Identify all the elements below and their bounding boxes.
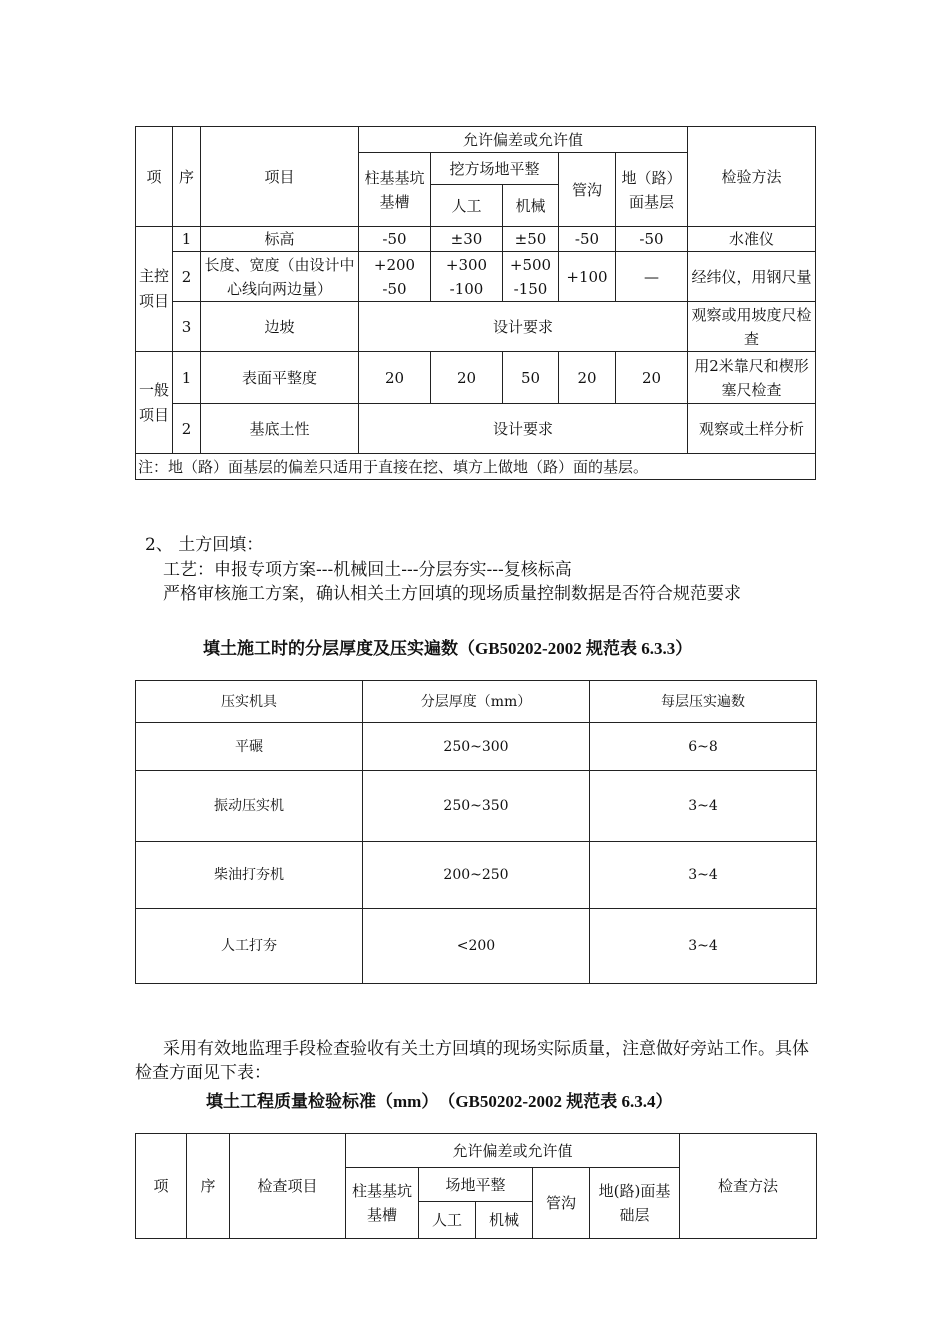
header-machine: 机械 <box>503 185 559 227</box>
group-general: 一般项目 <box>136 352 173 454</box>
row-pile: 20 <box>359 352 431 404</box>
header-project: 项目 <box>201 127 359 227</box>
header-machine: 机械 <box>476 1202 533 1239</box>
inspection-paragraph: 采用有效地监理手段检查验收有关土方回填的现场实际质量，注意做好旁站工作。具体检查方面见下表： <box>135 1039 809 1083</box>
header-dig: 挖方场地平整 <box>431 153 559 185</box>
table-note: 注：地（路）面基层的偏差只适用于直接在挖、填方上做地（路）面的基层。 <box>136 454 816 480</box>
header-project: 检查项目 <box>230 1134 346 1239</box>
row-road: 20 <box>616 352 688 404</box>
table3-title: 填土工程质量检验标准（mm） （GB50202-2002 规范表 6.3.4） <box>206 1092 673 1111</box>
header-allowance: 允许偏差或允许值 <box>346 1134 680 1168</box>
header-seq: 序 <box>187 1134 230 1239</box>
header-item: 项 <box>136 127 173 227</box>
row-method: 观察或用坡度尺检查 <box>688 302 816 352</box>
table-cell: 人工打夯 <box>136 909 363 984</box>
row-merged: 设计要求 <box>359 404 688 454</box>
row-method: 用2米靠尺和楔形塞尺检查 <box>688 352 816 404</box>
header-cell: 每层压实遍数 <box>590 681 817 723</box>
header-method: 检验方法 <box>688 127 816 227</box>
table-cell: 3~4 <box>590 842 817 909</box>
table-cell: 3~4 <box>590 909 817 984</box>
row-road: -50 <box>616 227 688 252</box>
header-site: 场地平整 <box>419 1168 533 1202</box>
row-ditch: 20 <box>559 352 616 404</box>
row-seq: 3 <box>173 302 201 352</box>
table-cell: 振动压实机 <box>136 771 363 842</box>
row-machine: ±50 <box>503 227 559 252</box>
row-merged: 设计要求 <box>359 302 688 352</box>
tolerance-table-1 <box>135 126 816 480</box>
header-allowance: 允许偏差或允许值 <box>359 127 688 153</box>
row-machine: +500 -150 <box>503 252 559 302</box>
header-manual: 人工 <box>431 185 503 227</box>
table-cell: 250~350 <box>363 771 590 842</box>
header-seq: 序 <box>173 127 201 227</box>
group-main: 主控项目 <box>136 227 173 352</box>
header-cell: 分层厚度（mm） <box>363 681 590 723</box>
header-road: 地（路）面基层 <box>616 153 688 227</box>
header-item: 项 <box>136 1134 187 1239</box>
table-cell: 250~300 <box>363 723 590 771</box>
row-name: 长度、宽度（由设计中心线向两边量） <box>201 252 359 302</box>
compaction-table <box>135 680 817 984</box>
row-manual: 20 <box>431 352 503 404</box>
process-line: 工艺：申报专项方案---机械回土---分层夯实---复核标高 <box>163 560 572 580</box>
row-seq: 2 <box>173 252 201 302</box>
row-name: 基底土性 <box>201 404 359 454</box>
table-cell: 柴油打夯机 <box>136 842 363 909</box>
row-road: — <box>616 252 688 302</box>
table-cell: 200~250 <box>363 842 590 909</box>
table-cell: <200 <box>363 909 590 984</box>
row-name: 边坡 <box>201 302 359 352</box>
header-manual: 人工 <box>419 1202 476 1239</box>
row-method: 观察或土样分析 <box>688 404 816 454</box>
row-seq: 1 <box>173 352 201 404</box>
row-method: 经纬仪，用钢尺量 <box>688 252 816 302</box>
table2-title: 填土施工时的分层厚度及压实遍数（GB50202-2002 规范表 6.3.3） <box>203 639 693 658</box>
row-ditch: -50 <box>559 227 616 252</box>
table-cell: 平碾 <box>136 723 363 771</box>
table-cell: 6~8 <box>590 723 817 771</box>
row-ditch: +100 <box>559 252 616 302</box>
header-cell: 压实机具 <box>136 681 363 723</box>
section-heading: 2、 土方回填： <box>145 535 264 555</box>
row-pile: -50 <box>359 227 431 252</box>
row-name: 标高 <box>201 227 359 252</box>
row-seq: 2 <box>173 404 201 454</box>
header-ditch: 管沟 <box>559 153 616 227</box>
row-manual: ±30 <box>431 227 503 252</box>
header-ditch: 管沟 <box>533 1168 590 1239</box>
header-pile: 柱基基坑基槽 <box>359 153 431 227</box>
header-road: 地(路)面基础层 <box>590 1168 680 1239</box>
header-method: 检查方法 <box>680 1134 817 1239</box>
quality-standard-table <box>135 1133 817 1239</box>
row-machine: 50 <box>503 352 559 404</box>
row-method: 水准仪 <box>688 227 816 252</box>
row-seq: 1 <box>173 227 201 252</box>
row-manual: +300 -100 <box>431 252 503 302</box>
row-pile: +200 -50 <box>359 252 431 302</box>
row-name: 表面平整度 <box>201 352 359 404</box>
review-line: 严格审核施工方案，确认相关土方回填的现场质量控制数据是否符合规范要求 <box>163 584 741 604</box>
table-cell: 3~4 <box>590 771 817 842</box>
header-pile: 柱基基坑基槽 <box>346 1168 419 1239</box>
